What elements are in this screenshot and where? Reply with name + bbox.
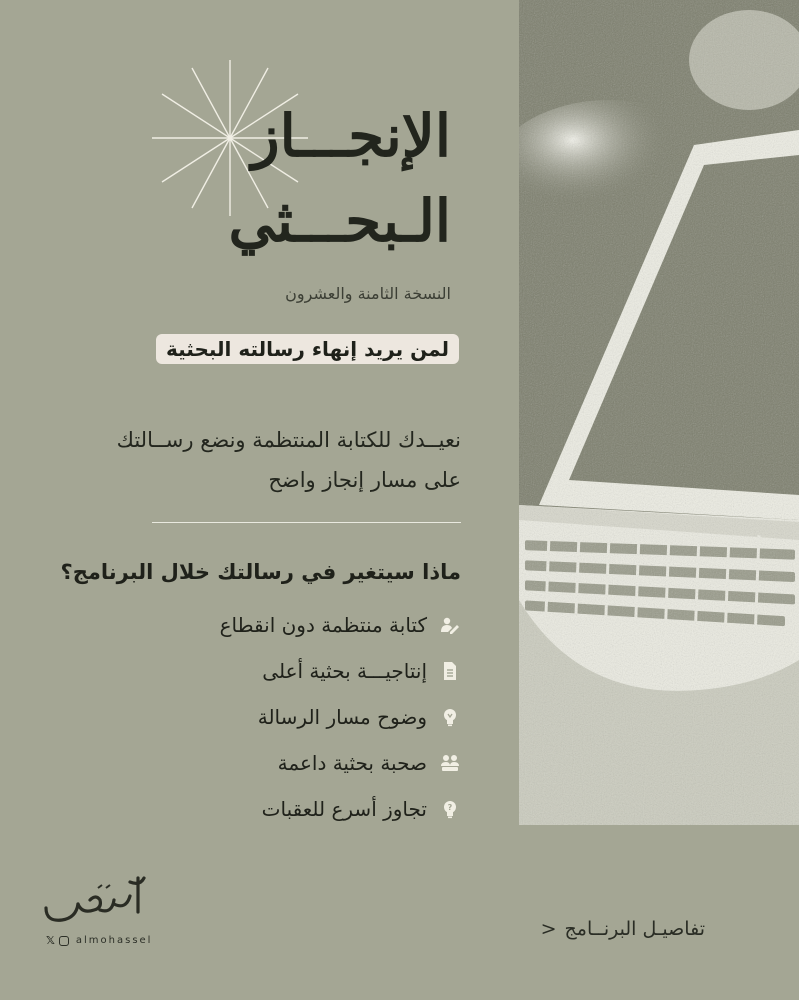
feature-label: كتابة منتظمة دون انقطاع — [219, 613, 427, 637]
feature-label: وضوح مسار الرسالة — [257, 705, 427, 729]
handle-text: almohassel — [75, 935, 153, 946]
question-bulb-icon — [439, 798, 461, 820]
title-line-1: الإنجـــاز — [251, 102, 451, 170]
tagline-badge: لمن يريد إنهاء رسالته البحثية — [156, 334, 459, 364]
description — [41, 420, 461, 500]
feature-label: تجاوز أسرع للعقبات — [261, 797, 427, 821]
writing-icon — [439, 614, 461, 636]
laptop-photo — [519, 0, 799, 825]
title-line-2: الـبحـــثي — [228, 187, 451, 255]
divider — [152, 522, 461, 523]
list-item — [220, 786, 461, 832]
instagram-icon — [59, 936, 69, 946]
people-icon — [439, 752, 461, 774]
lightbulb-icon — [439, 706, 461, 728]
chevron-left-icon: < — [540, 918, 557, 940]
list-item — [220, 648, 461, 694]
list-item — [220, 740, 461, 786]
list-item — [220, 602, 461, 648]
brand-logo — [40, 870, 150, 930]
x-icon: 𝕏 — [46, 934, 55, 947]
social-handle — [46, 934, 152, 947]
program-details-link[interactable] — [541, 918, 705, 940]
description-line-1: نعيــدك للكتابة المنتظمة ونضع رســالتك — [116, 428, 461, 452]
description-line-2: على مسار إنجاز واضح — [268, 468, 461, 492]
svg-text:?: ? — [447, 803, 453, 812]
feature-label: صحبة بحثية داعمة — [277, 751, 427, 775]
document-icon — [439, 660, 461, 682]
edition-label: النسخة الثامنة والعشرون — [285, 284, 451, 303]
feature-label: إنتاجيـــة بحثية أعلى — [262, 659, 427, 683]
section-question: ماذا سيتغير في رسالتك خلال البرنامج؟ — [60, 560, 461, 584]
details-label: تفاصيـل البرنــامج — [564, 918, 705, 940]
list-item — [220, 694, 461, 740]
features-list — [220, 602, 461, 832]
